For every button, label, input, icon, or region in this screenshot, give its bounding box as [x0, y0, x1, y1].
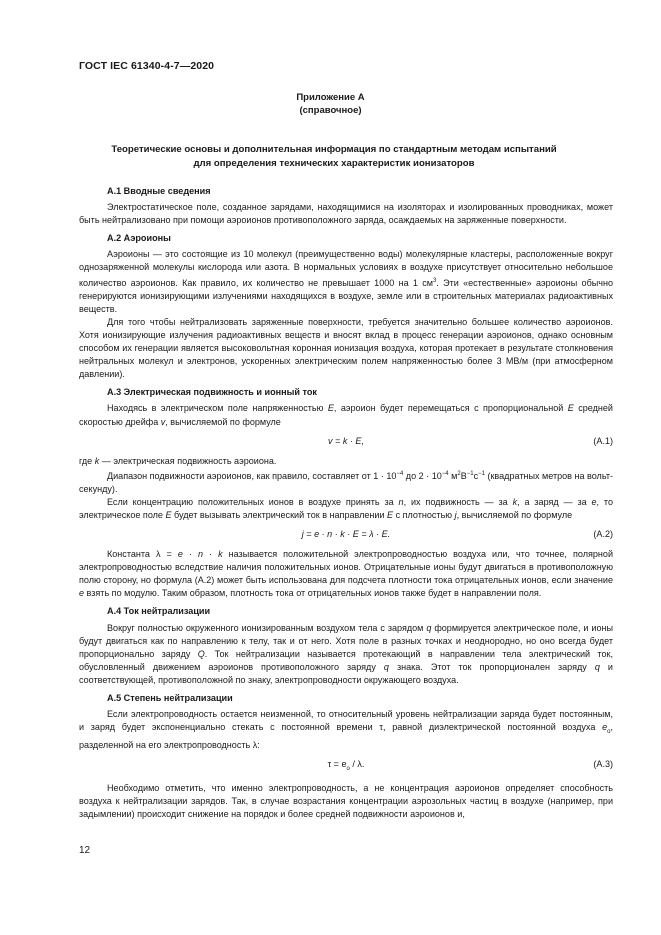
formula-a2-number: (А.2) — [593, 529, 613, 540]
standard-header: ГОСТ IEC 61340-4-7—2020 — [79, 60, 215, 72]
formula-a3-number: (А.3) — [593, 759, 613, 770]
formula-a3 — [79, 752, 613, 778]
section-a2-paragraph-1: Аэроионы — это состоящие из 10 молекул (преимущественно воды) молекулярные кластеры, расположенные вокруг однозаряженной молекулы кислорода или азота. В нормальных условиях в воздухе присутствует относительно небольшое количество аэроионов. Как правило, их количество не превышает 1000 на 1 $см^3$. Эти «естественные» аэроионы обычно генерируются ионизирующими излучениями находящихся в воздухе, земле или в строительных материалах радиоактивных веществ. — [79, 249, 614, 314]
formula-a2 — [79, 522, 613, 548]
section-a1-heading: А.1 Вводные сведения — [107, 186, 211, 196]
appendix-subtitle: (справочное) — [299, 105, 362, 116]
formula-a3-expression: $\tau = e_o / \lambda$. — [327, 759, 365, 772]
section-a3-paragraph-5: Константа λ = e · n · k называется положительной электропроводностью воздуха или, что точнее, полярной электропроводностью вследствие наличия положительных ионов. Отрицательные ионы будут двигаться в противоположную полю сторону, но формула (А.2) может быть использована для подсчета плотности тока отрицательных ионов, если значение e взять по модулю. Таким образом, плотность тока от отрицательных ионов также будет в направлении поля. — [79, 549, 613, 599]
formula-a1-number: (А.1) — [593, 435, 613, 446]
section-a2-paragraph-2: Для того чтобы нейтрализовать заряженные поверхности, требуется значительно большее количество аэроионов. Хотя ионизирующие излучения радиоактивных веществ и вносят вклад в процесс генерации аэроионов, однако основным способом их генерации является высоковольтная коронная ионизация воздуха, которая протекает в результате столкновения нейтральных молекул и электронов, ускоренных электрическим полем напряженностью более 3 МВ/м (при атмосферном давлении). — [79, 316, 613, 380]
formula-a1-expression: v = k · E, — [328, 435, 364, 446]
document-body — [79, 185, 613, 821]
section-a3-heading: А.3 Электрическая подвижность и ионный ток — [107, 387, 317, 398]
section-a5-heading: А.5 Степень нейтрализации — [107, 693, 233, 704]
appendix-title: Приложение А — [296, 92, 365, 103]
section-a5-paragraph-1: Если электропроводность остается неизменной, то относительный уровень нейтрализации заряда будет постоянным, и заряд будет экспоненциально стекать с постоянной времени τ, равной диэлектрической постоянной воздуха $e_o$, разделенной на его электропроводность λ: — [79, 709, 613, 751]
section-a3-where: где k — электрическая подвижность аэроиона. — [79, 455, 277, 466]
page-number: 12 — [79, 845, 91, 856]
section-a2-heading: А.2 Аэроионы — [107, 233, 171, 244]
formula-a1 — [79, 429, 613, 455]
document-title — [79, 143, 589, 170]
section-a3-paragraph-1: Находясь в электрическом поле напряженностью E, аэроион будет перемещаться с пропорциональной E средней скоростью дрейфа v, вычисляемой по формуле — [79, 403, 613, 427]
document-title-line1: Теоретические основы и дополнительная информация по стандартным методам испытаний — [111, 144, 557, 155]
section-a4-paragraph: Вокруг полностью окруженного ионизированным воздухом тела с зарядом q формируется электрическое поле, и ионы будут двигаться как по направлению к телу, так и от него. Хотя поле в разных точках и неоднородно, но оно всегда будет пропорционально заряду Q. Ток нейтрализации называется протекающий в направлении тела электрический ток, обусловленный движением аэроионов противоположного заряду q знака. Этот ток пропорционален заряду q и соответствующей, противоположной по знаку, электропроводности окружающего воздуха. — [79, 622, 613, 685]
formula-a2-expression: j = e · n · k · E = λ · E. — [301, 529, 391, 540]
document-title-line2: для определения технических характеристик ионизаторов — [193, 157, 475, 169]
section-a1-paragraph: Электростатическое поле, созданное зарядами, находящимися на изоляторах и изолированных проводниках, может быть нейтрализовано при помощи аэроионов противоположного заряда, осаждаемых на заряженные поверхности. — [79, 202, 613, 226]
section-a5-paragraph-2: Необходимо отметить, что именно электропроводность, а не концентрация аэроионов определяет способность воздуха к нейтрализации зарядов. Так, в случае возрастания концентрации аэрозольных частиц в воздухе (например, при задымлении) происходит снижение на порядок и более средней подвижности аэроионов и, — [79, 783, 613, 820]
section-a4-heading: А.4 Ток нейтрализации — [107, 606, 211, 617]
appendix-heading — [0, 91, 661, 117]
section-a3-paragraph-4: Если концентрацию положительных ионов в воздухе принять за n, их подвижность — за k, а заряд — за e, то электрическое поле E будет вызывать электрический ток в направлении E с плотностью j, вычисляемой по формуле — [79, 496, 613, 520]
section-a3-paragraph-3: Диапазон подвижности аэроионов, как правило, составляет от $1 \cdot 10^{-4}$ до $2 \cdot 10^{-4}$ $м^2В^{-1}с^{-1}$ (квадратных метров на вольт-секунду). — [79, 470, 613, 494]
